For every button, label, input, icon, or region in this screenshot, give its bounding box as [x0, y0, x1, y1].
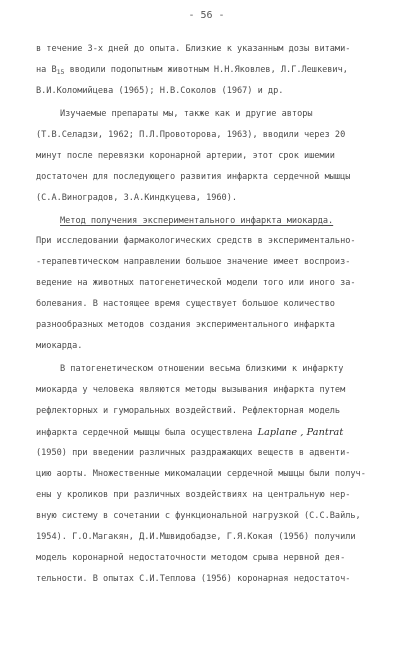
- text-line: в течение 3-х дней до опыта. Близкие к указанным дозы витами-: [36, 44, 351, 54]
- text-line: миокарда у человека являются методы вызывания инфаркта путем: [36, 385, 346, 395]
- text-line: модель коронарной недостаточности методом срыва нервной дея-: [36, 553, 346, 563]
- text-line: достаточен для последующего развития инфаркта сердечной мышцы: [36, 172, 351, 182]
- text-line: болевания. В настоящее время существует большое количество: [36, 299, 335, 309]
- text-line: (С.А.Виноградов, З.А.Киндкуцева, 1960).: [36, 193, 238, 203]
- text-line: (Т.В.Селадзи, 1962; П.Л.Провоторова, 1963), вводили через 20: [36, 130, 346, 140]
- text-line: При исследовании фармакологических средств в экспериментально-: [36, 236, 356, 246]
- text-line: В.И.Коломийцева (1965); Н.В.Соколов (1967) и др.: [36, 86, 284, 96]
- text-line: цию аорты. Множественные микомалации сердечной мышцы были получ-: [36, 469, 366, 479]
- text-line: минут после перевязки коронарной артерии, этот срок ишемии: [36, 151, 335, 161]
- text-line: миокарда.: [36, 341, 83, 351]
- text-line: на $В_{15}$ вводили подопытным животным Н.Н.Яковлев, Л.Г.Лешкевич,: [36, 65, 348, 76]
- handwritten-insert: Laplane , Pantrat: [257, 427, 344, 438]
- text-line: тельности. В опытах С.И.Теплова (1956) коронарная недостаточ-: [36, 574, 351, 584]
- text-line: Изучаемые препараты мы, также как и другие авторы: [60, 109, 313, 119]
- text-line: -терапевтическом направлении большое значение имеет воспроиз-: [36, 257, 351, 267]
- text-line: инфаркта сердечной мышцы была осуществлена Laplane , Pantrat: [36, 427, 344, 438]
- page-number: - 56 -: [188, 10, 225, 21]
- text-line: В патогенетическом отношении весьма близкими к инфаркту: [60, 364, 344, 374]
- text-line: разнообразных методов создания экспериментального инфаркта: [36, 320, 335, 330]
- section-heading: Метод получения экспериментального инфаркта миокарда.: [60, 216, 334, 226]
- text-line: (1950) при введении различных раздражающих веществ в адвенти-: [36, 448, 351, 458]
- text-line: ены у кроликов при различных воздействиях на центральную нер-: [36, 490, 351, 500]
- text-line: ведение на животных патогенетической модели того или иного за-: [36, 278, 356, 288]
- text-line: рефлекторных и гуморальных воздействий. Рефлекторная модель: [36, 406, 341, 416]
- subscript: 15: [56, 68, 65, 76]
- text-line: вную систему в сочетании с функциональной нагрузкой (С.С.Вайль,: [36, 511, 361, 521]
- text-line: 1954). Г.О.Магакян, Д.И.Мшвидобадзе, Г.Я.Кокая (1956) получили: [36, 532, 356, 542]
